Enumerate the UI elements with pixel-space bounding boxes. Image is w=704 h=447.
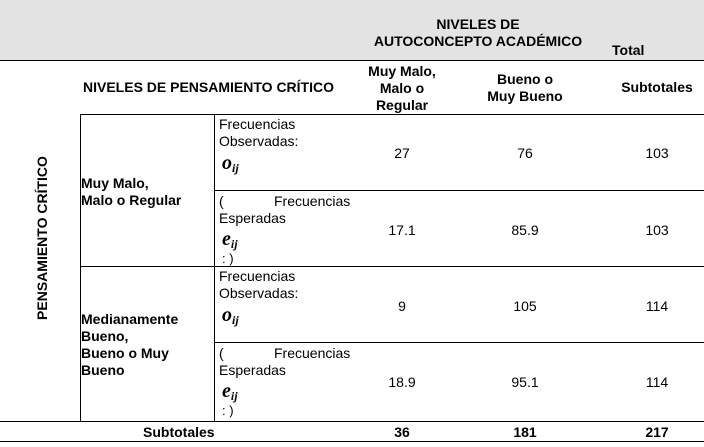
col-header-bueno-line2: Muy Bueno xyxy=(487,88,563,104)
group2-expected-word2: Esperadas xyxy=(219,362,286,378)
cell-g2-exp-col3: 114 xyxy=(645,374,669,390)
group2-observed-label xyxy=(219,268,298,302)
cell-g1-exp-col2: 85.9 xyxy=(511,222,539,238)
rule-between-groups xyxy=(80,266,704,267)
group1-expected-open-paren: ( xyxy=(219,193,224,209)
col-header-muy-malo-line3: Regular xyxy=(375,97,429,113)
group1-observed-line1: Frecuencias xyxy=(219,116,296,132)
group1-label-line2: Malo o Regular xyxy=(81,192,182,208)
group2-label-line1: Medianamente xyxy=(81,311,179,327)
cell-g2-obs-col1: 9 xyxy=(398,298,406,314)
footer-col2: 181 xyxy=(513,424,537,440)
cell-g2-obs-col3: 114 xyxy=(645,298,669,314)
group2-expected-word1: Frecuencias xyxy=(274,345,351,361)
group2-observed-line1: Frecuencias xyxy=(219,268,296,284)
cell-g2-exp-col1: 18.9 xyxy=(388,374,416,390)
o-subscript: ij xyxy=(232,313,239,327)
group-title-line2: AUTOCONCEPTO ACADÉMICO xyxy=(373,33,583,49)
group-title xyxy=(358,16,598,50)
table-header-band xyxy=(0,0,704,60)
group-title-line1: NIVELES DE xyxy=(436,16,520,32)
col-header-subtotales: Subtotales xyxy=(621,79,693,95)
group2-label-line4: Bueno xyxy=(81,362,125,378)
side-label: PENSAMIENTO CRÍTICO xyxy=(34,156,50,320)
footer-col1: 36 xyxy=(394,424,410,440)
o-symbol: o xyxy=(222,304,232,326)
cell-g1-obs-col3: 103 xyxy=(645,145,669,161)
footer-label: Subtotales xyxy=(143,424,215,440)
footer-col3: 217 xyxy=(645,424,669,440)
group2-expected-open-paren: ( xyxy=(219,345,224,361)
cell-g2-exp-col2: 95.1 xyxy=(511,374,539,390)
cell-g1-obs-col1: 27 xyxy=(394,145,410,161)
o-subscript: ij xyxy=(232,161,239,175)
o-symbol: o xyxy=(222,152,232,174)
cell-g1-exp-col1: 17.1 xyxy=(388,222,416,238)
group1-expected-close-paren: : ) xyxy=(222,251,234,266)
rule-group2-mid xyxy=(214,342,704,343)
e-subscript: ij xyxy=(230,389,238,403)
group2-expected-close-paren: : ) xyxy=(222,403,234,418)
col-header-muy-malo-line1: Muy Malo, xyxy=(368,63,436,79)
cell-g1-obs-col2: 76 xyxy=(517,145,533,161)
group2-label-line2: Bueno, xyxy=(81,328,129,344)
row-title: NIVELES DE PENSAMIENTO CRÍTICO xyxy=(83,79,334,95)
col-header-bueno xyxy=(470,71,580,105)
col-header-muy-malo-line2: Malo o xyxy=(379,80,425,96)
col-header-bueno-line1: Bueno o xyxy=(497,71,553,87)
group1-expected-word2: Esperadas xyxy=(219,210,286,226)
cell-g2-obs-col2: 105 xyxy=(513,298,537,314)
group1-expected-word1: Frecuencias xyxy=(274,193,351,209)
e-symbol: e xyxy=(222,380,231,402)
rule-label-column xyxy=(214,114,215,421)
group1-expected-symbol xyxy=(222,228,238,252)
group2-expected-symbol xyxy=(222,380,238,404)
group2-observed-line2: Observadas: xyxy=(219,285,299,301)
group1-observed-line2: Observadas: xyxy=(219,133,299,149)
group2-label xyxy=(81,311,178,379)
e-subscript: ij xyxy=(230,237,238,251)
rule-group1-mid xyxy=(214,190,704,191)
e-symbol: e xyxy=(222,228,231,250)
rule-under-header xyxy=(0,60,704,61)
cell-g1-exp-col3: 103 xyxy=(645,222,669,238)
group1-observed-symbol xyxy=(222,152,239,176)
total-label: Total xyxy=(612,42,645,58)
rule-under-subheader xyxy=(80,114,704,115)
col-header-muy-malo xyxy=(355,63,449,114)
rule-above-footer xyxy=(0,421,704,422)
rule-bottom xyxy=(0,441,704,442)
group2-label-line3: Bueno o Muy xyxy=(81,345,169,361)
group1-label xyxy=(81,175,181,209)
group1-label-line1: Muy Malo, xyxy=(81,175,149,191)
group2-observed-symbol xyxy=(222,304,239,328)
group1-observed-label xyxy=(219,116,298,150)
